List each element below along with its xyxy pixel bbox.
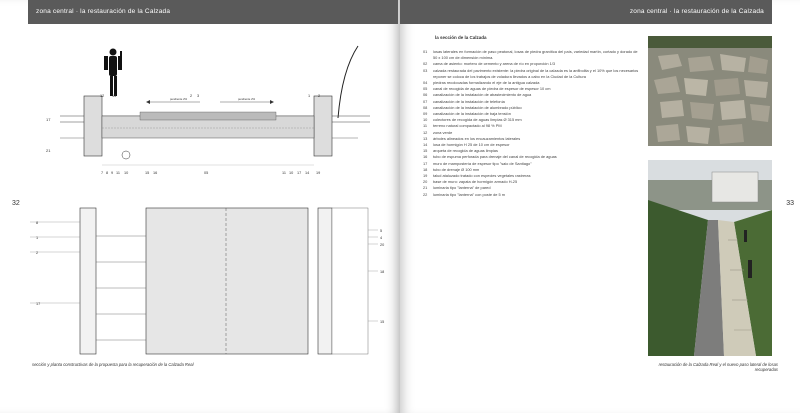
section-bottom-label: 10 [124,171,129,175]
section-bottom-label: 11 [282,171,286,175]
legend-item-number: 13 [423,135,428,141]
legend-item [423,192,641,198]
section-left-label: 17 [46,117,51,122]
legend-item-number: 03 [423,67,428,73]
section-bottom-label: 17 [297,171,302,175]
legend-item-text: canalización de la instalación de baja tensión [433,111,511,117]
plan-right-label: 5 [380,229,383,233]
legend-item-text: canalización de la instalación de telefonía [433,98,505,104]
plan-left-label: 1 [36,236,39,240]
section-bottom-label: 11 [116,171,120,175]
legend-item-number: 18 [423,166,428,172]
section-top-label: 1 [308,94,311,98]
legend-list [423,49,641,198]
legend-item-text: canalización de la instalación de alumbrado público [433,104,522,110]
construction-plan [30,208,384,354]
left-page-number: 32 [12,200,20,207]
legend-item-text: muro de mampostería de espesor tipo "saio de Santiago" [433,160,532,166]
section-bottom-label: 14 [305,171,310,175]
legend-item [423,68,641,80]
paving-detail-photo [648,36,772,146]
legend-item-text: arqueta de recogida de aguas limpias [433,148,498,154]
legend-item-number: 21 [423,185,428,191]
right-header: zona central · la restauración de la Calzada [400,0,772,24]
plan-right-label: 20 [380,243,385,247]
legend-item-number: 22 [423,191,428,197]
section-slope-label-left: pendiente 2% [170,97,188,101]
right-caption: restauración de la Calzada Real y el nuevo paso lateral de losas recuperadas [658,362,778,372]
plan-right-label: 4 [380,236,383,240]
legend-item-number: 09 [423,111,428,117]
legend-item-text: colectores de recogida de aguas limpias Ø 315 mm [433,117,522,123]
plan-right-label: 18 [380,270,385,274]
legend-item-text: terreno natural compactado al 98 % PM [433,123,502,129]
right-page-number: 33 [786,200,794,207]
legend-item-text: luminaria tipo "lanterna" con poste de 5 m [433,191,505,197]
left-caption: sección y planta constructivas de la propuesta para la recuperación de la Calzada Real [32,362,194,367]
plan-left-label: 8 [36,221,39,225]
legend-item-text: tubo de espuma perforada para drenaje del canal de recogida de aguas [433,154,557,160]
legend-item-text: árboles alineados en los encauzamientos laterales [433,135,521,141]
legend-item-text: base de muro: zapata de hormigón armado H-25 [433,179,518,185]
legend-item-number: 16 [423,154,428,160]
plan-left-label: 2 [36,251,39,255]
legend-item-text: canalización de la instalación de abastecimiento de agua [433,92,532,98]
legend-item-number: 19 [423,173,428,179]
left-header: zona central · la restauración de la Calzada [28,0,398,24]
legend-item-number: 01 [423,49,428,54]
legend-item-number: 06 [423,92,428,98]
legend-item-number: 14 [423,142,428,148]
legend-item-text: piedras recolocadas formalizando el eje de la antigua calzada [433,80,540,86]
legend-item-text: canal de recogida de aguas de piedra de espesor de espesor 10 cm [433,86,551,92]
section-top-label: 2 [190,94,193,98]
legend-title: la sección de la Calzada [435,35,487,40]
section-top-label: 12 [100,94,105,98]
legend-item-text: talud ataluzado tratado con especies vegetales rastreras [433,173,531,179]
legend-item-number: 07 [423,98,428,104]
section-bottom-label: 19 [316,171,321,175]
legend-item-number: 10 [423,117,428,123]
legend-item-number: 05 [423,86,428,92]
section-left-label: 21 [46,148,51,153]
legend-item-number: 15 [423,148,428,154]
section-top-label: 3 [197,94,200,98]
legend-item-number: 12 [423,129,428,135]
legend-item-number: 08 [423,104,428,110]
section-bottom-label: 10 [289,171,294,175]
plan-right-label: 15 [380,320,385,324]
legend-item-number: 04 [423,80,428,86]
section-bottom-label: 8 [106,171,109,175]
legend-item [423,49,641,61]
section-bottom-label: 15 [145,171,150,175]
section-bottom-label: 9 [111,171,114,175]
calzada-path-photo [648,160,772,356]
legend-item-number: 20 [423,179,428,185]
legend-item-text: losa de hormigón H 25 de 10 cm de espesor [433,142,510,148]
section-bottom-label: 05 [204,171,209,175]
plan-left-label: 17 [36,302,41,306]
legend-item-text: cama de asiento: mortero de cemento y arena de río en proporción 1/3 [433,61,555,67]
cross-section [46,94,370,175]
right-page [400,0,800,413]
legend-item-text: losas laterales en formación de paso peatonal, losas de piedra granítica del país, variedad martín, cortado y dorado de 50 x 100 cm de dimensión mínima. [433,49,638,61]
legend-item-number: 17 [423,160,428,166]
section-top-label: 13 [112,94,117,98]
legend-item-text: tubo de drenaje Ø 100 mm [433,166,480,172]
section-top-label: 2 [318,94,321,98]
legend-item-text: luminaria tipo "lanterna" de pared [433,185,491,191]
legend-item-number: 11 [423,123,428,129]
legend-item-text: zona verde [433,129,453,135]
legend-item-text: calzada restaurada del pavimento existente: la piedra original de la calzada es la anfibolita y el 10% que los necesarios reponer se coloca de los trabajos de voladura llevados a cabo en la Ciudad de la Cultura [433,67,639,79]
section-bottom-label: 7 [101,171,104,175]
legend-item-number: 02 [423,61,428,67]
section-bottom-label: 16 [153,171,158,175]
section-slope-label-right: pendiente 2% [238,97,256,101]
human-figure-icon [104,49,122,97]
